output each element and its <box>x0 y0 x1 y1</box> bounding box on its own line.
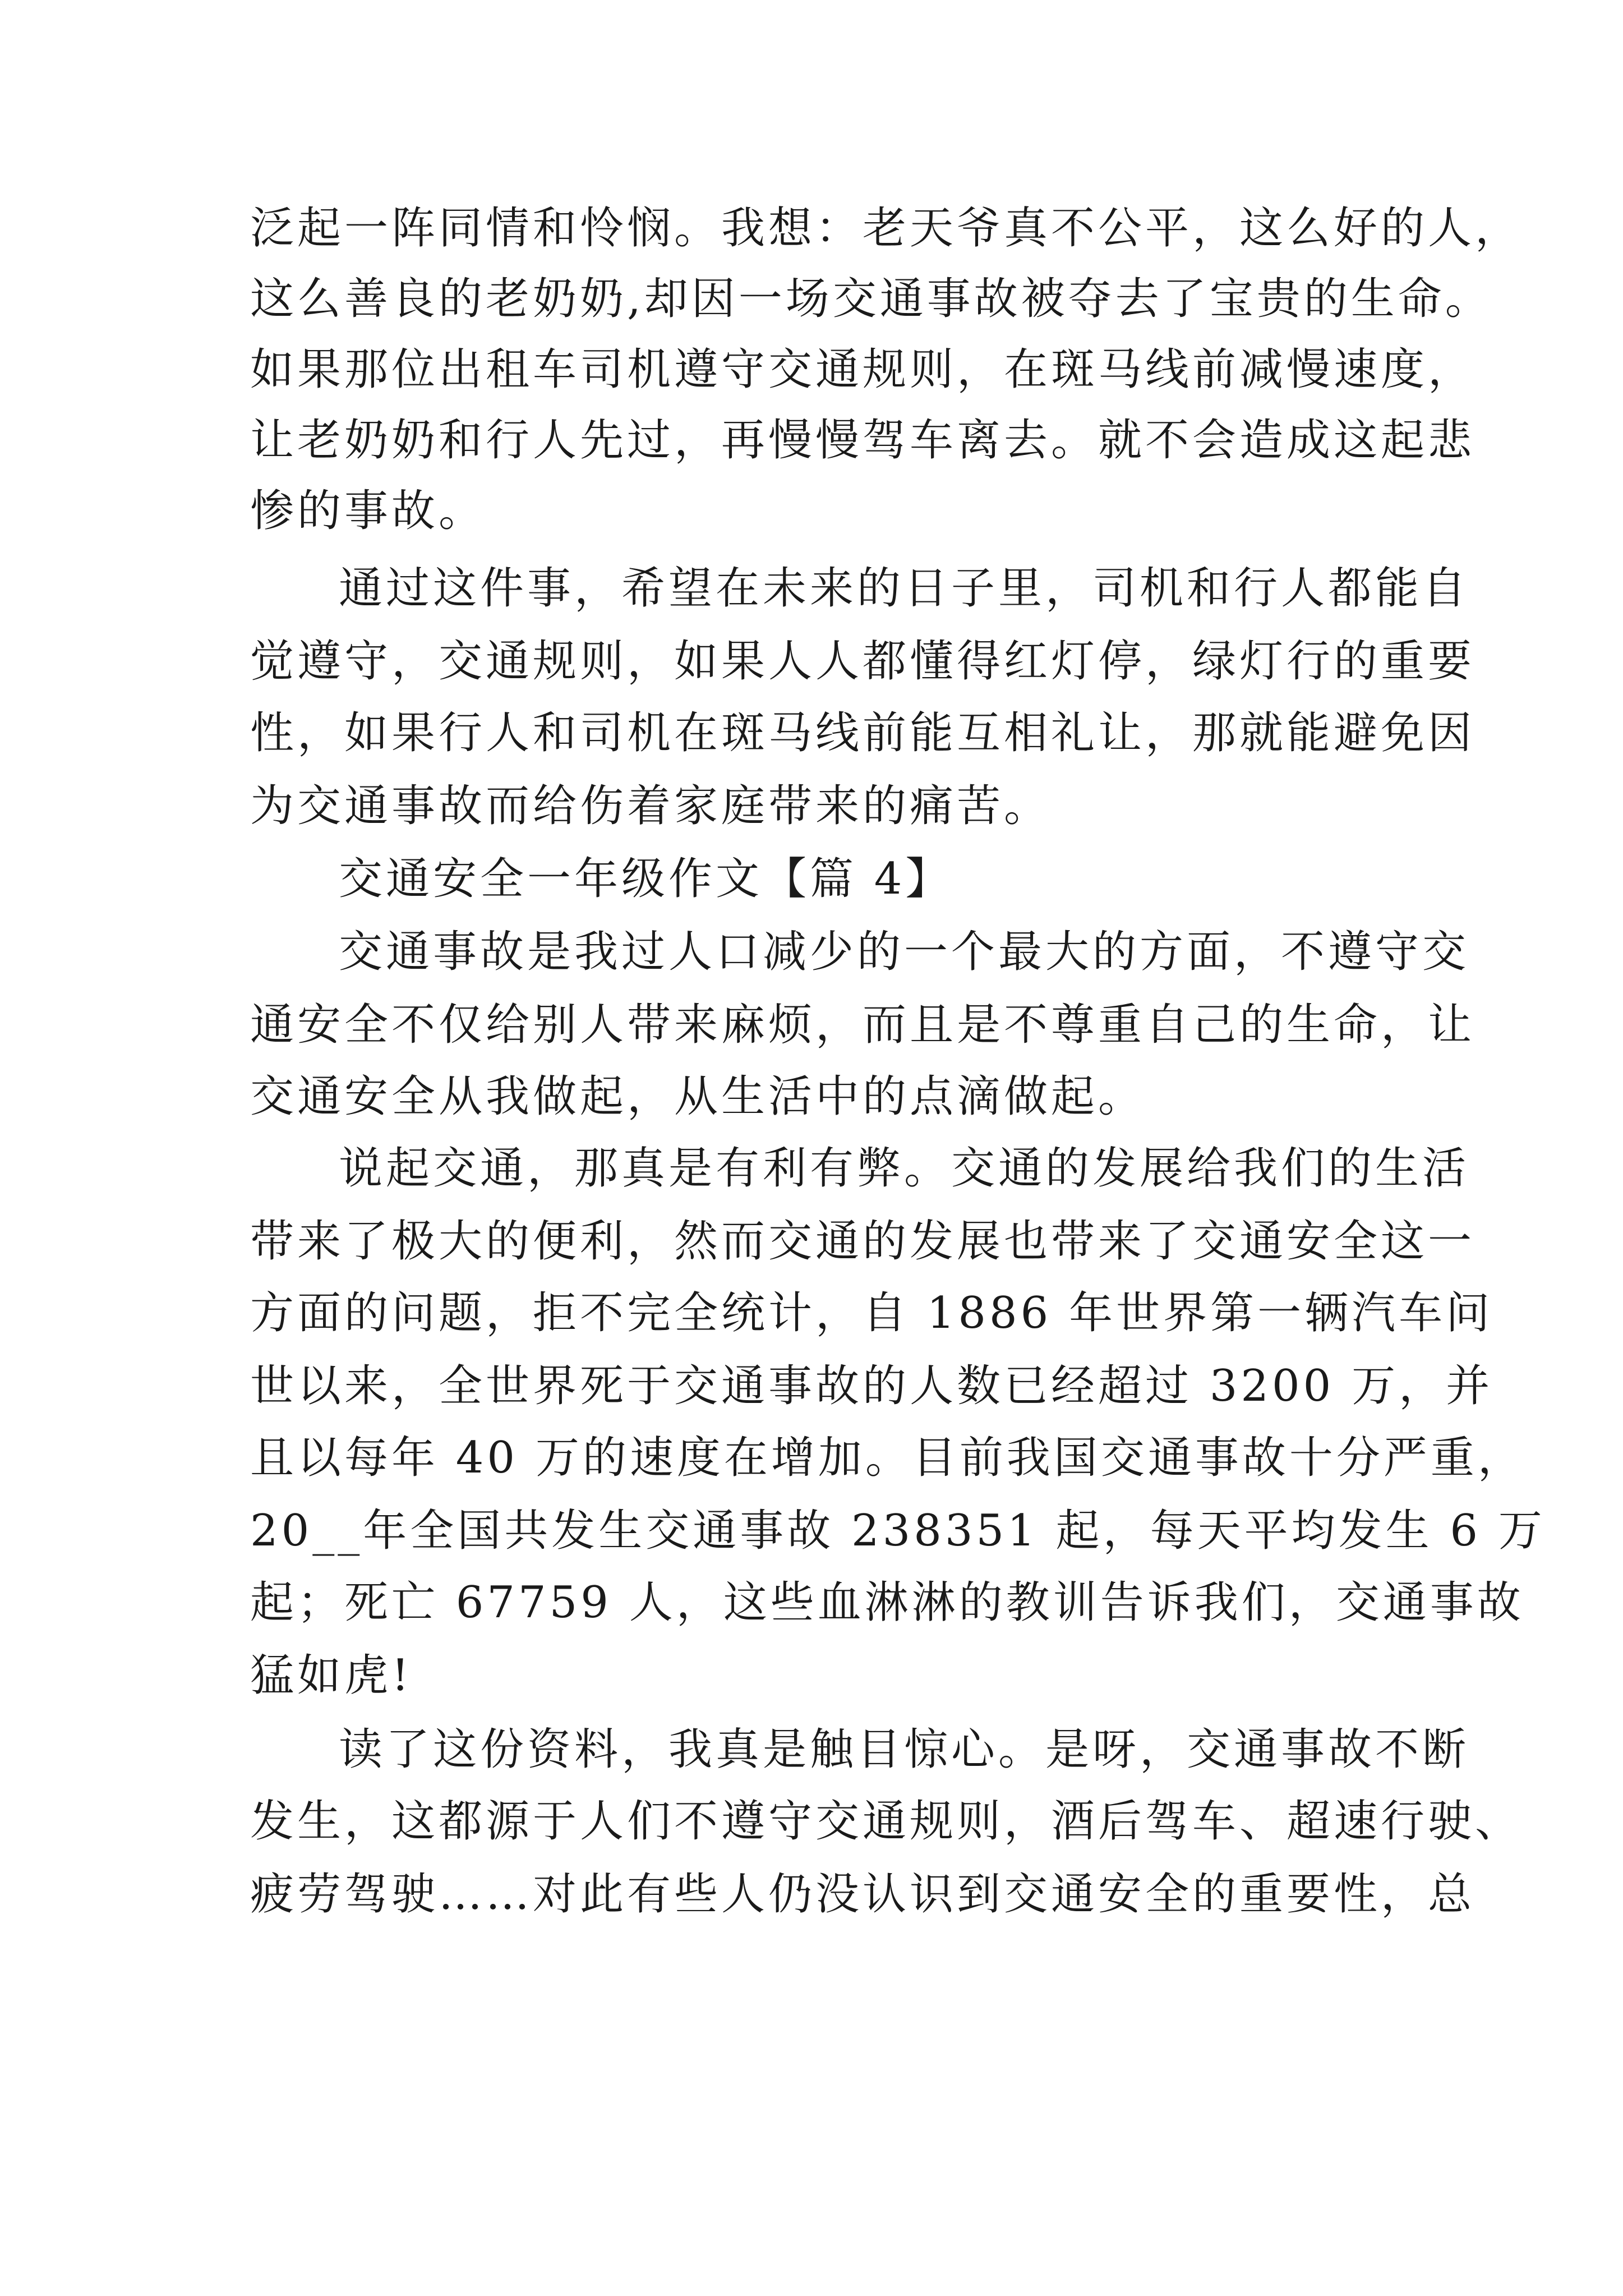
text-line: 性，如果行人和司机在斑马线前能互相礼让，那就能避免因 <box>250 708 1476 758</box>
text-line: 且以每年 40 万的速度在增加。目前我国交通事故十分严重， <box>250 1433 1525 1483</box>
text-line: 读了这份资料，我真是触目惊心。是呀，交通事故不断 <box>339 1724 1470 1775</box>
text-line: 通安全不仅给别人带来麻烦，而且是不尊重自己的生命，让 <box>250 1000 1476 1050</box>
text-line: 起；死亡 67759 人，这些血淋淋的教训告诉我们，交通事故 <box>250 1577 1524 1628</box>
text-line: 交通事故是我过人口减少的一个最大的方面，不遵守交 <box>339 927 1470 977</box>
text-line: 为交通事故而给伤着家庭带来的痛苦。 <box>250 781 1052 831</box>
text-line: 通过这件事，希望在未来的日子里，司机和行人都能自 <box>339 563 1470 614</box>
text-line: 发生，这都源于人们不遵守交通规则，酒后驾车、超速行驶、 <box>250 1796 1523 1847</box>
text-line: 说起交通，那真是有利有弊。交通的发展给我们的生活 <box>339 1143 1470 1194</box>
section-heading: 交通安全一年级作文【篇 4】 <box>339 854 953 904</box>
text-line: 方面的问题，拒不完全统计，自 1886 年世界第一辆汽车问 <box>250 1288 1493 1338</box>
text-line: 这么善良的老奶奶,却因一场交通事故被夺去了宝贵的生命。 <box>250 274 1492 324</box>
text-line: 如果那位出租车司机遵守交通规则，在斑马线前减慢速度， <box>250 344 1476 395</box>
text-line: 惨的事故。 <box>250 486 486 536</box>
text-line: 世以来，全世界死于交通事故的人数已经超过 3200 万，并 <box>250 1361 1493 1411</box>
text-line: 20__年全国共发生交通事故 238351 起，每天平均发生 6 万 <box>250 1506 1546 1556</box>
text-line: 猛如虎! <box>250 1650 413 1701</box>
text-line: 觉遵守，交通规则，如果人人都懂得红灯停，绿灯行的重要 <box>250 636 1476 687</box>
text-line: 泛起一阵同情和怜悯。我想：老天爷真不公平，这么好的人， <box>250 203 1523 254</box>
text-line: 交通安全从我做起，从生活中的点滴做起。 <box>250 1071 1146 1122</box>
text-line: 让老奶奶和行人先过，再慢慢驾车离去。就不会造成这起悲 <box>250 415 1476 466</box>
text-line: 带来了极大的便利，然而交通的发展也带来了交通安全这一 <box>250 1216 1476 1267</box>
text-line: 疲劳驾驶……对此有些人仍没认识到交通安全的重要性，总 <box>250 1869 1476 1920</box>
